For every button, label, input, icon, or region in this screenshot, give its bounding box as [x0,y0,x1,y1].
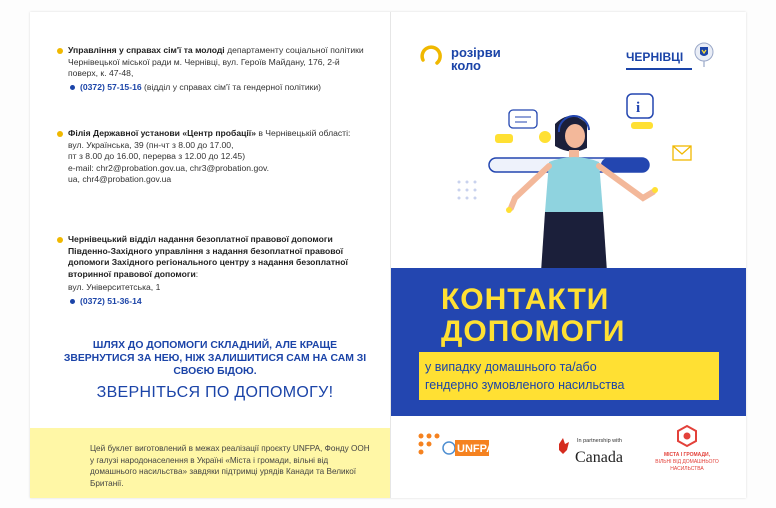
city-crest-icon [693,42,715,68]
main-title [441,284,626,348]
contact-title-suffix: : [195,268,199,279]
call-to-action: ЗВЕРНІТЬСЯ ПО ДОПОМОГУ! [96,384,334,401]
contact-line: пт з 8.00 до 16.00, перерва з 12.00 до 12.45) [68,151,246,161]
contact-phone-note: (відділ у справах сім'ї та гендерної політики) [144,81,322,92]
cities-logo [655,426,719,472]
title-line: ДОПОМОГИ [441,315,626,348]
booklet-spread [30,12,746,498]
canada-text: Canada [575,449,623,466]
bullet-dot [57,237,63,243]
chat-bubble [509,110,537,128]
operator-illustration [431,82,721,272]
bullet-dot [70,299,75,304]
contact-phone-row [68,82,368,94]
broken-ring-icon [419,44,443,68]
canada-small-text: In partnership with [577,438,622,444]
contacts-panel [30,12,390,498]
unfpa-logo [419,434,495,457]
contact-title: Управління у справах сім'ї та молоді [68,45,225,55]
unfpa-text: UNFPA [457,443,495,455]
cover-panel [391,12,746,498]
contact-probation-center [68,128,368,186]
canada-logo [559,438,623,466]
city-name: ЧЕРНІВЦІ [626,50,684,64]
bullet-dot [70,85,75,90]
project-footer [30,428,390,498]
contact-legal-aid [68,234,368,307]
contact-line: вул. Українська, 39 (пн-чт з 8.00 до 17.00, [68,139,234,150]
contact-email: e-mail: chr2@probation.gov.ua, chr3@probation.gov. [68,162,270,173]
contact-address: департаменту соціальної політики Чернівецької міської ради м. Чернівці, вул. Героїв Майдану, 176, 2-й поверх, к. 47-48, [68,45,364,78]
subtitle-box [419,352,719,400]
subtitle-line: у випадку домашнього та/або [425,360,597,374]
brand-name [451,46,501,72]
contact-family-department [68,45,368,93]
message-bubble [631,122,653,129]
cities-line: МІСТА І ГРОМАДИ, [663,452,711,458]
bullet-dot [57,48,63,54]
contact-region: в Чернівецькій області: [258,128,351,138]
lightbulb-icon [539,131,551,143]
slogan-text: ШЛЯХ ДО ДОПОМОГИ СКЛАДНИЙ, АЛЕ КРАЩЕ ЗВЕРНУТИСЯ ЗА НЕЮ, НІЖ ЗАЛИШИТИСЯ САМ НА САМ ЗІ СВОЄЮ БІДОЮ. [63,340,367,377]
shirt [545,157,603,212]
brand-line: коло [451,58,481,73]
trousers [541,212,607,272]
svg-text:i: i [636,100,641,116]
dot-pattern [458,181,477,200]
city-underline [626,68,692,70]
contact-title: Чернівецький відділ надання безоплатної правової допомоги Південно-Західного управління з надання безоплатної правової допомоги Західного регіонального центру з надання безоплатної вторинної правової допомоги [68,234,348,279]
bullet-dot [57,131,63,137]
cities-line: ВІЛЬНІ ВІД ДОМАШНЬОГО [655,459,719,465]
message-bubble [495,134,513,143]
footer-text: Цей буклет виготовлений в межах реалізації проєкту UNFPA, Фонду ООН у галузі народонаселення в Україні «Міста і громади, вільні від домашнього насильства» завдяки підтримці урядів Канади та Великої Британії. [90,444,370,488]
partner-logos [391,416,746,498]
contact-phone: (0372) 51-36-14 [80,295,142,306]
face [565,124,585,148]
title-line: КОНТАКТИ [441,283,610,316]
cities-line: НАСИЛЬСТВА [670,466,704,472]
subtitle-line: гендерно зумовленого насильства [425,378,625,392]
contact-phone: (0372) 57-15-16 [80,81,142,92]
contact-address: вул. Університетська, 1 [68,282,161,292]
contact-title: Філія Державної установи «Центр пробації» [68,128,256,138]
contact-phone-row [68,296,368,308]
brand-line: розірви [451,45,501,60]
contact-email: ua, chr4@probation.gov.ua [68,174,172,184]
